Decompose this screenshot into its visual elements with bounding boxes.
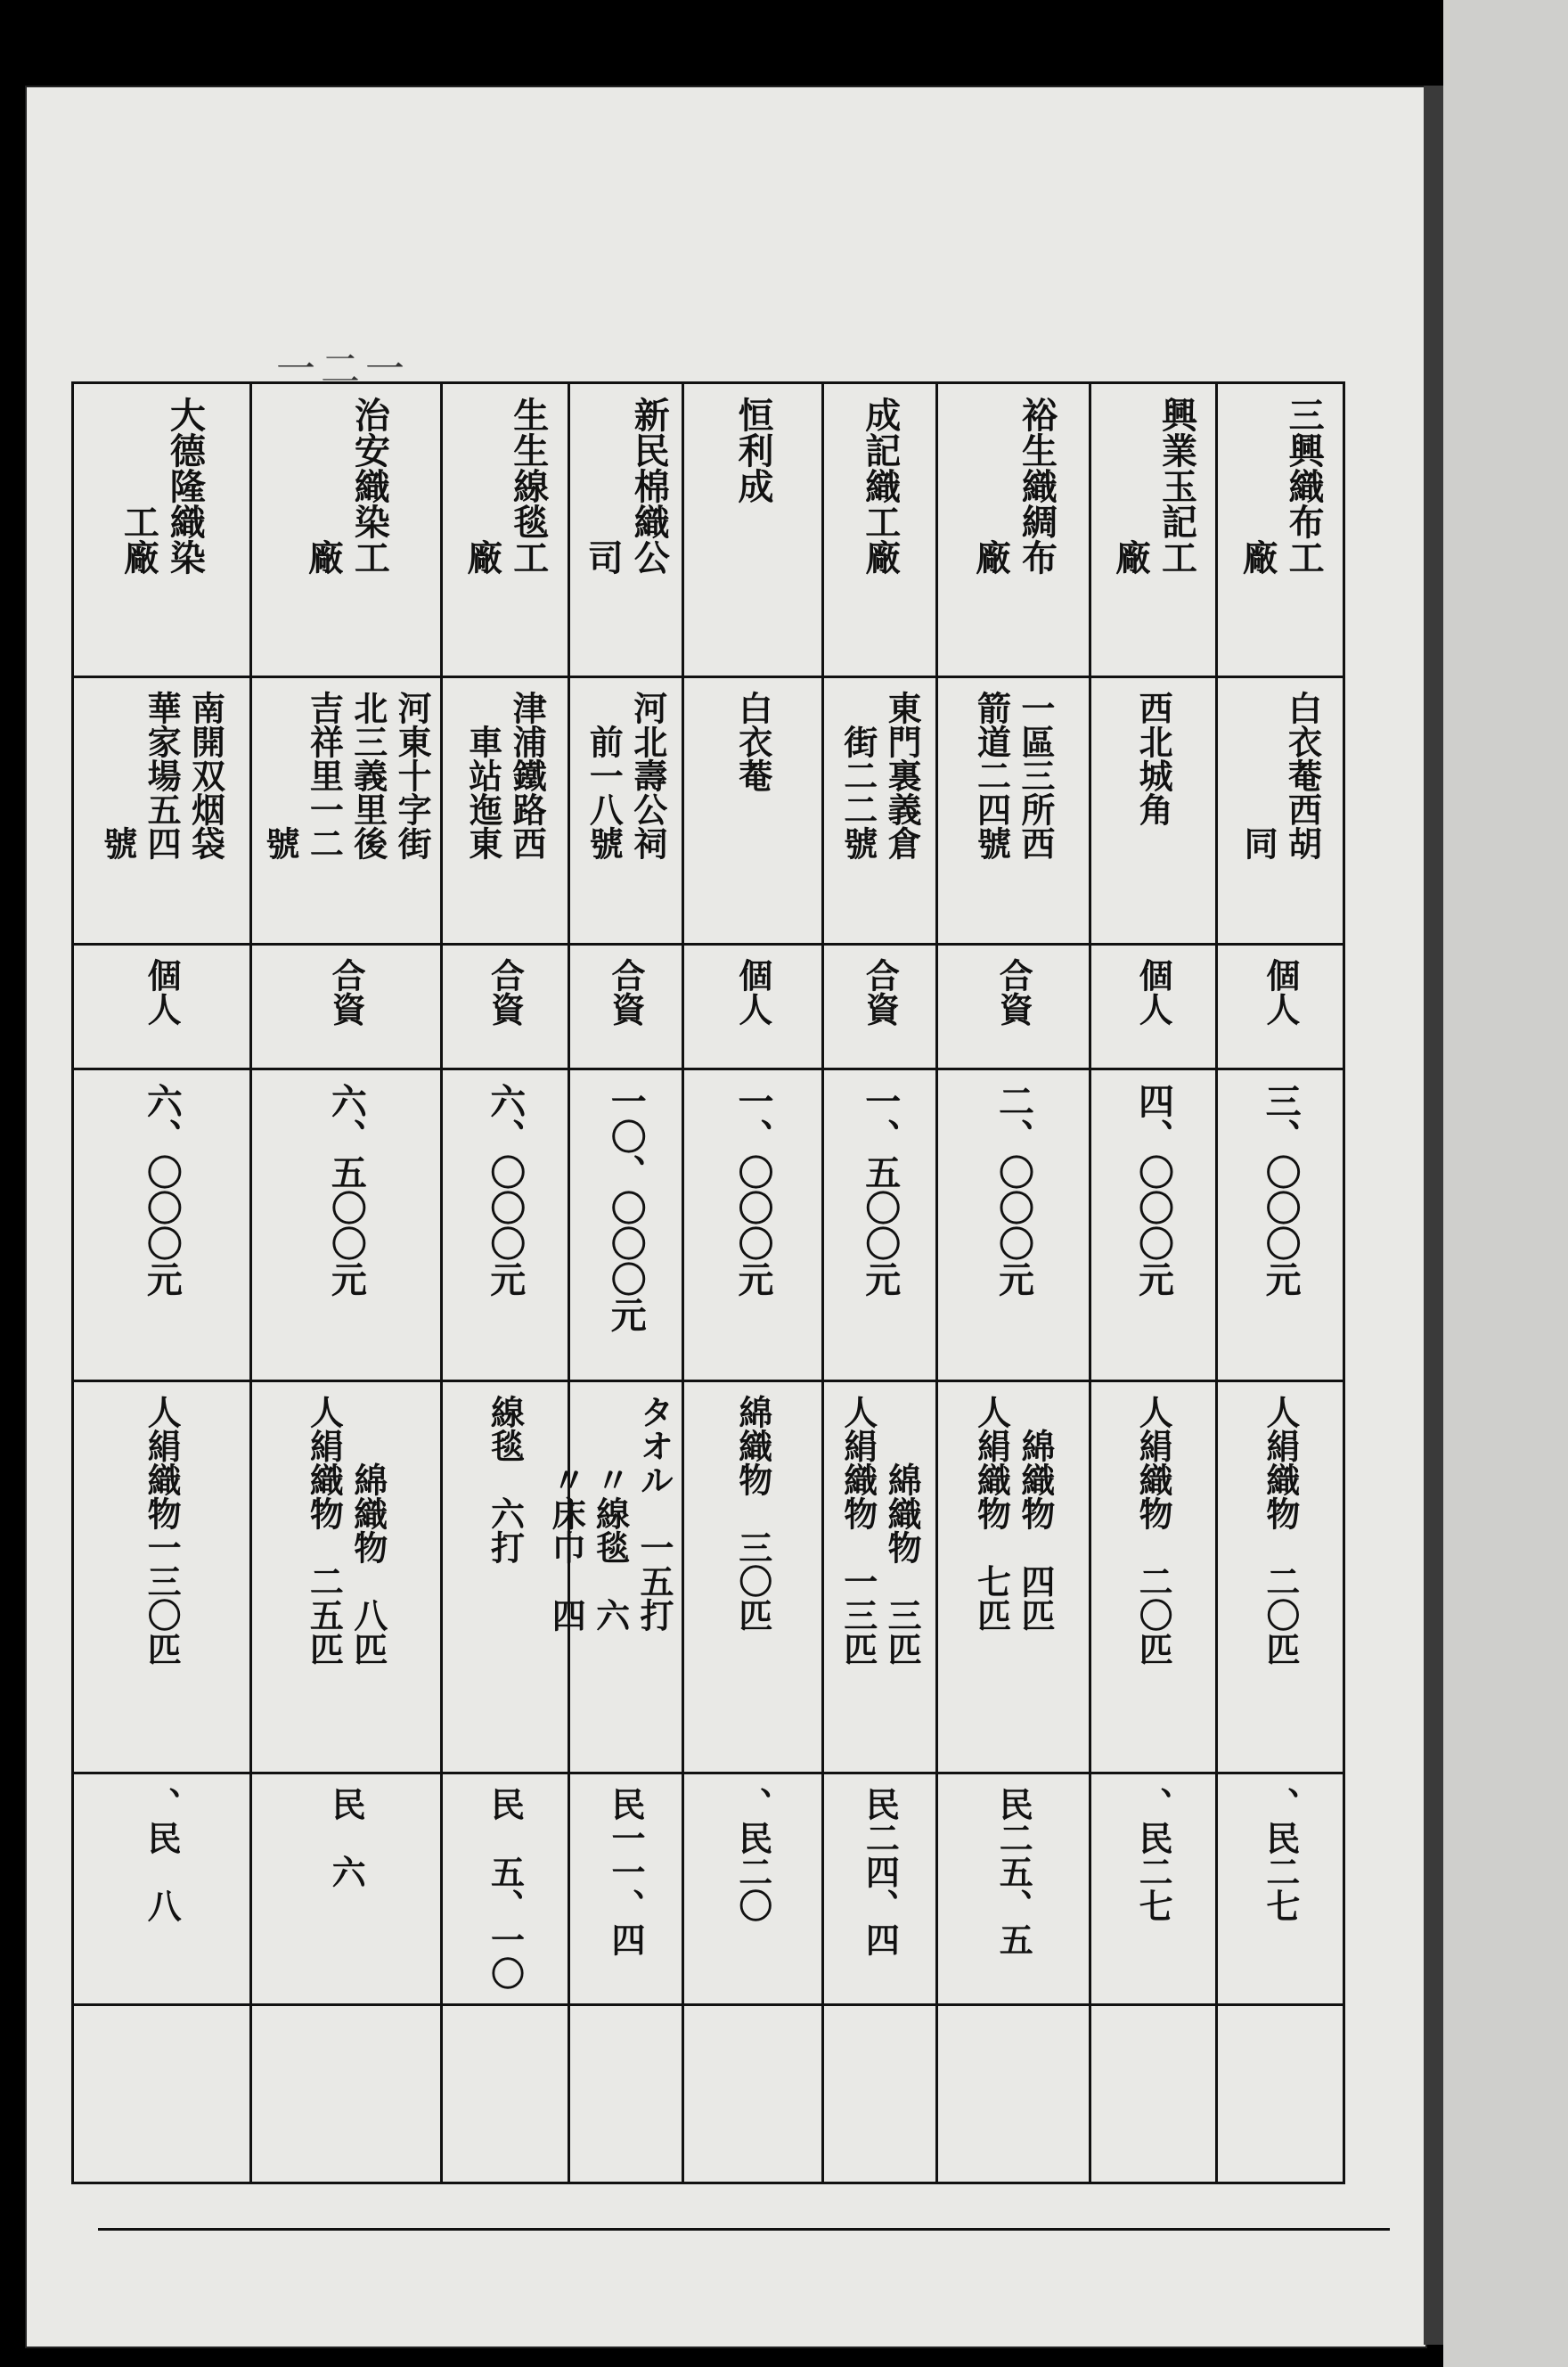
- row-products: [73, 1381, 1344, 1773]
- cell-established: 民 六: [250, 1773, 441, 2005]
- cell-established: 民二七、: [1217, 1773, 1344, 2005]
- cell-address: 南開双烟袋 華家場五四 號: [73, 677, 251, 945]
- cell-remarks: [822, 2005, 936, 2183]
- cell-products: 人絹織物 二〇匹: [1090, 1381, 1217, 1773]
- cell-capital: 一〇、〇〇〇元: [568, 1069, 682, 1381]
- row-address: [73, 677, 1344, 945]
- cell-products: 綿織物 三〇匹: [683, 1381, 823, 1773]
- cell-remarks: [441, 2005, 568, 2183]
- row-established: [73, 1773, 1344, 2005]
- cell-address: 西北城角: [1090, 677, 1217, 945]
- cell-name: 大德隆織染 工廠: [73, 383, 251, 677]
- row-factory-name: [73, 383, 1344, 677]
- cell-products: 綿織物 四匹 人絹織物 七匹: [937, 1381, 1090, 1773]
- cell-address: 津浦鐵路西 車站迤東: [441, 677, 568, 945]
- cell-remarks: [683, 2005, 823, 2183]
- cell-established: 民二四、四: [822, 1773, 936, 2005]
- cell-capital: 四、〇〇〇元: [1090, 1069, 1217, 1381]
- row-capital: [73, 1069, 1344, 1381]
- cell-name: 裕生織綢布 廠: [937, 383, 1090, 677]
- cell-products: 人絹織物一三〇匹: [73, 1381, 251, 1773]
- cell-remarks: [250, 2005, 441, 2183]
- page-number: 一二一: [276, 347, 410, 392]
- cell-type: 合資: [822, 945, 936, 1069]
- cell-remarks: [73, 2005, 251, 2183]
- cell-established: 民二七、: [1090, 1773, 1217, 2005]
- cell-established: 民二〇、: [683, 1773, 823, 2005]
- cell-capital: 一、〇〇〇元: [683, 1069, 823, 1381]
- cell-type: 合資: [250, 945, 441, 1069]
- cell-address: 白衣菴: [683, 677, 823, 945]
- cell-name: 興業玉記工 廠: [1090, 383, 1217, 677]
- cell-capital: 六、五〇〇元: [250, 1069, 441, 1381]
- book-spine: [1424, 86, 1443, 2345]
- cell-established: 民 五、一〇: [441, 1773, 568, 2005]
- cell-type: 個人: [73, 945, 251, 1069]
- cell-name: 新民棉織公 司: [568, 383, 682, 677]
- cell-name: 三興織布工 廠: [1217, 383, 1344, 677]
- cell-type: 合資: [441, 945, 568, 1069]
- bottom-rule: [98, 2228, 1390, 2231]
- cell-type: 合資: [937, 945, 1090, 1069]
- cell-type: 個人: [1217, 945, 1344, 1069]
- cell-capital: 一、五〇〇元: [822, 1069, 936, 1381]
- cell-type: 合資: [568, 945, 682, 1069]
- cell-capital: 六、〇〇〇元: [73, 1069, 251, 1381]
- cell-type: 個人: [1090, 945, 1217, 1069]
- cell-address: 東門裏義倉 街二二號: [822, 677, 936, 945]
- cell-name: 生生線毯工 廠: [441, 383, 568, 677]
- row-ownership-type: [73, 945, 1344, 1069]
- cell-capital: 二、〇〇〇元: [937, 1069, 1090, 1381]
- row-remarks: [73, 2005, 1344, 2183]
- cell-address: 河北壽公祠 前一八號: [568, 677, 682, 945]
- cell-products: 綿織物 三匹 人絹織物 一三匹: [822, 1381, 936, 1773]
- cell-products: タオル 一五打 線毯 六〃 床巾 四〃: [568, 1381, 682, 1773]
- cell-established: 民一一、四: [568, 1773, 682, 2005]
- cell-capital: 三、〇〇〇元: [1217, 1069, 1344, 1381]
- cell-name: 恒利成: [683, 383, 823, 677]
- cell-name: 成記織工廠: [822, 383, 936, 677]
- cell-name: 治安織染工 廠: [250, 383, 441, 677]
- cell-address: 河東十字街 北三義里後 吉祥里一二 號: [250, 677, 441, 945]
- cell-capital: 六、〇〇〇元: [441, 1069, 568, 1381]
- cell-type: 個人: [683, 945, 823, 1069]
- cell-remarks: [937, 2005, 1090, 2183]
- cell-products: 人絹織物 二〇匹: [1217, 1381, 1344, 1773]
- cell-remarks: [1090, 2005, 1217, 2183]
- cell-address: 白衣菴西胡 同: [1217, 677, 1344, 945]
- cell-established: 民 八、: [73, 1773, 251, 2005]
- facing-page-edge: [1443, 0, 1568, 2367]
- cell-products: 綿織物 八匹 人絹織物 二五匹: [250, 1381, 441, 1773]
- factory-ledger-table: [71, 381, 1345, 2184]
- cell-established: 民二五、五: [937, 1773, 1090, 2005]
- cell-remarks: [1217, 2005, 1344, 2183]
- cell-address: 一區三所西 箭道二四號: [937, 677, 1090, 945]
- cell-products: 線毯 六打: [441, 1381, 568, 1773]
- cell-remarks: [568, 2005, 682, 2183]
